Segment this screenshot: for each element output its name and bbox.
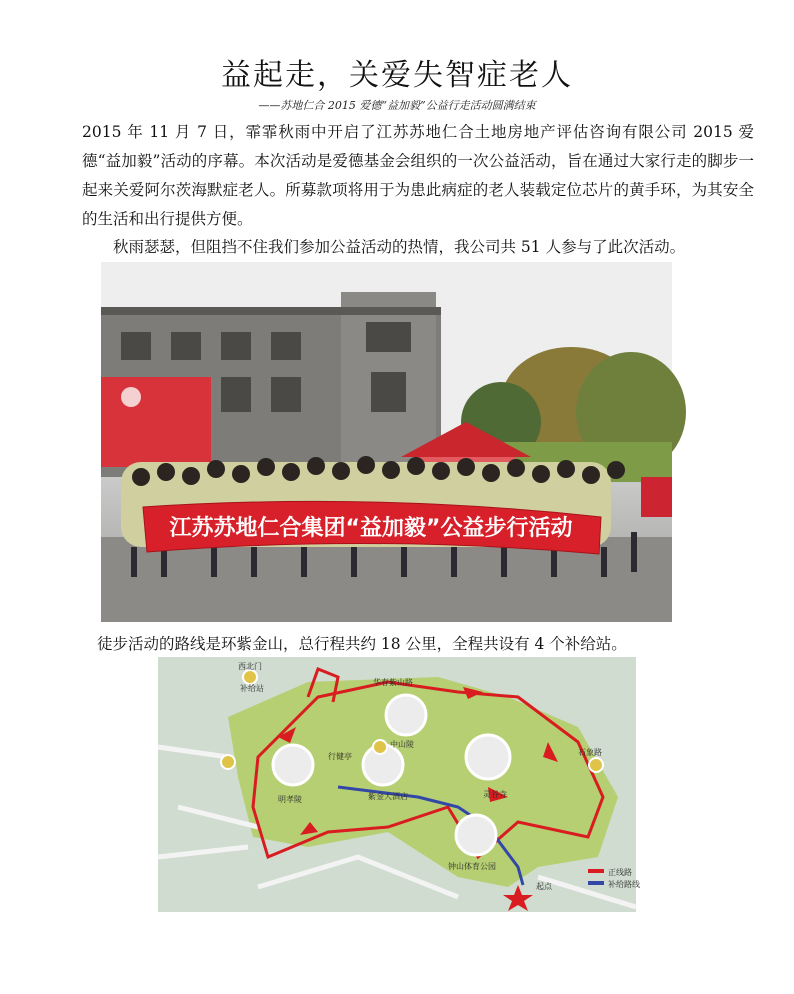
article-title: 益起走，关爱失智症老人 <box>221 58 573 93</box>
map-legend-1: 正线路 <box>608 868 632 877</box>
map-label-zhongshan: 中山陵 <box>390 740 414 749</box>
map-label-east: 石象路 <box>578 748 602 757</box>
route-caption-text: 徒步活动的路线是环紫金山，总行程共约 18 公里，全程共设有 4 个补给站。 <box>97 635 627 653</box>
map-label-hotel: 紫金大酒店 <box>368 792 408 801</box>
paragraph-participation <box>82 233 754 262</box>
route-map <box>158 657 640 912</box>
photo-banner-text: 江苏苏地仁合集团“益加毅”公益步行活动 <box>169 516 573 541</box>
paragraph-intro <box>82 118 754 234</box>
map-legend-2: 补给路线 <box>608 880 640 889</box>
route-caption <box>82 632 754 654</box>
map-label-start: 起点 <box>536 882 552 891</box>
article-subtitle: ——苏地仁合 2015 爱德“益加毅”公益行走活动圆满结束 <box>258 99 536 112</box>
group-photo <box>101 262 672 622</box>
map-label-huachun: 华春紫山路 <box>373 678 413 687</box>
paragraph-intro-text: 2015 年 11 月 7 日，霏霏秋雨中开启了江苏苏地仁合土地房地产评估咨询有限公司 2015 爱德“益加毅”活动的序幕。本次活动是爱德基金会组织的一次公益活动，旨在通过大家行走的脚步一起来关爱阿尔茨海默症老人。所募款项将用于为患此病症的老人装载定位芯片的黄手环，为其安全的生活和出行提供方便。 <box>82 123 754 228</box>
map-label-xingjian: 行健亭 <box>328 752 352 761</box>
map-label-linggu: 灵谷寺 <box>483 790 507 799</box>
map-label-meiling: 明孝陵 <box>278 795 302 804</box>
paragraph-participation-text: 秋雨瑟瑟，但阻挡不住我们参加公益活动的热情，我公司共 51 人参与了此次活动。 <box>113 238 686 256</box>
map-label-supply-1: 补给站 <box>240 684 264 693</box>
map-label-west: 西北门 <box>238 662 262 671</box>
map-label-sports: 钟山体育公园 <box>448 862 496 871</box>
